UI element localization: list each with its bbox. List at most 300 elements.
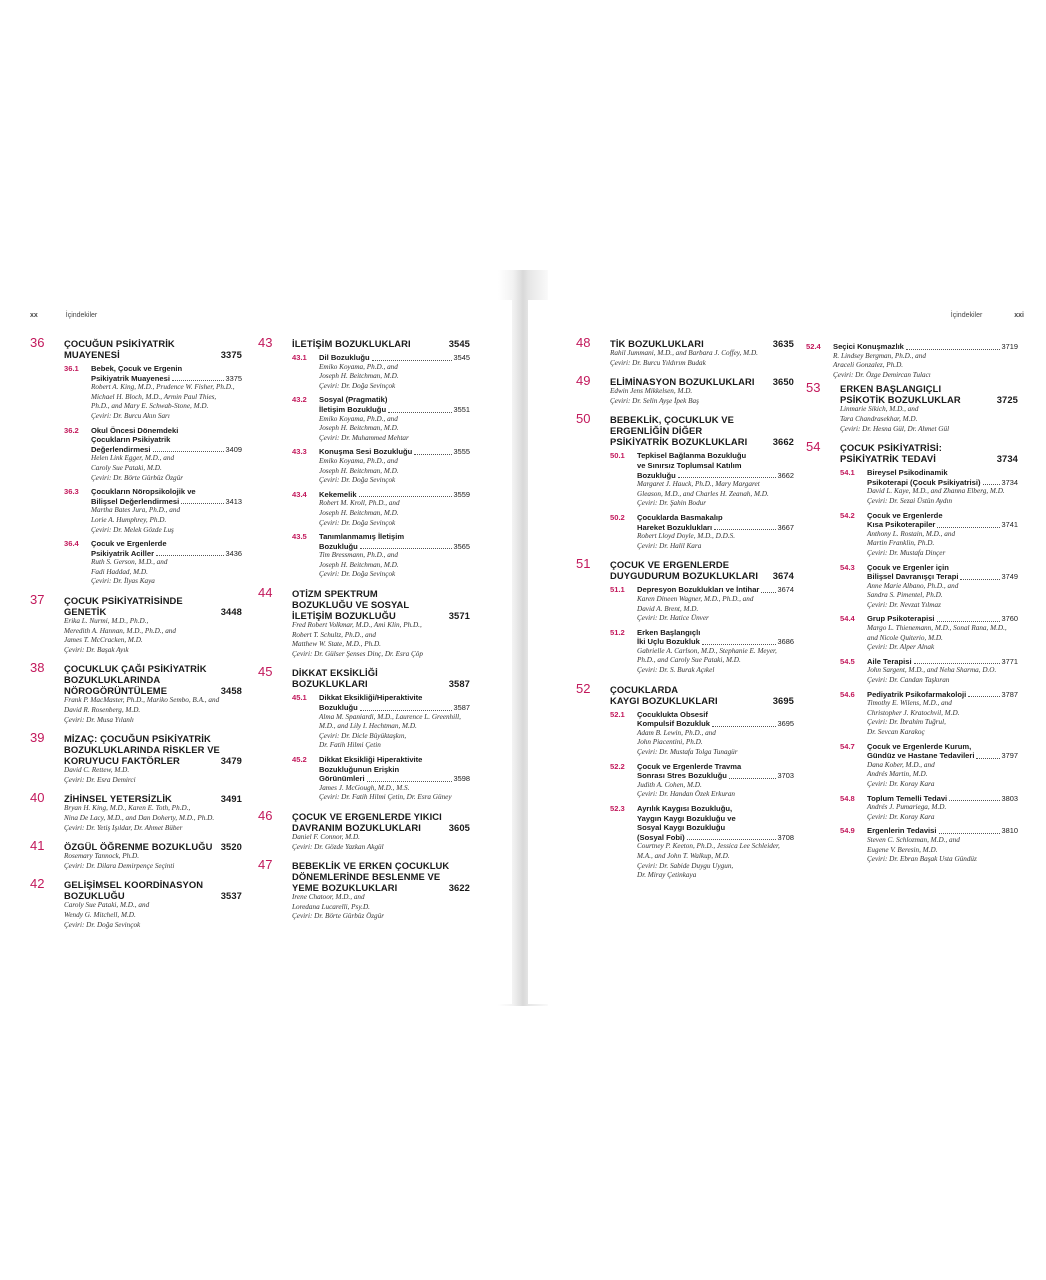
toc-section: [292, 447, 470, 485]
toc-section: [292, 532, 470, 580]
chapter-page: 3537: [220, 890, 242, 902]
dot-leader: [156, 555, 224, 556]
section-title-text: Bozukluğu: [637, 470, 676, 480]
author-line: Joseph H. Beitchman, M.D.: [319, 560, 399, 569]
chapter-title-line: MİZAÇ: ÇOCUĞUN PSİKİYATRİK: [64, 733, 211, 745]
author-line: Robert M. Kroll, Ph.D., and: [319, 499, 400, 508]
chapter-title-line: [840, 453, 1018, 464]
toc-section: [840, 468, 1018, 506]
chapter-number: 45: [258, 664, 273, 680]
section-title-line: Yaygın Kaygı Bozukluğu ve: [637, 813, 736, 823]
section-number: 45.1: [292, 693, 307, 703]
running-head-title-left: İçindekiler: [65, 312, 98, 319]
author-line: David L. Kaye, M.D., and Zhanna Elberg, M.D.: [867, 487, 1005, 496]
section-title-text: Hareket Bozuklukları: [637, 522, 713, 532]
section-number: 54.2: [840, 510, 855, 520]
section-title-line: Çocuk ve Ergenlerde: [867, 510, 943, 520]
section-title-line: Çocuk ve Ergenlerde Kurum,: [867, 741, 972, 751]
author-line: Çeviri: Dr. S. Burak Açıkel: [637, 666, 715, 675]
author-line: Caroly Sue Pataki, M.D.: [91, 463, 162, 472]
author-line: David C. Rettew, M.D.: [64, 766, 130, 775]
section-number: 36.3: [64, 487, 79, 497]
author-line: Çeviri: Dr. Melek Gözde Luş: [91, 525, 174, 534]
author-line: Rahil Jummani, M.D., and Barbara J. Coffey, M.D.: [610, 349, 758, 357]
author-line: Çeviri: Dr. Mustafa Tolga Tunagür: [637, 748, 738, 757]
chapter-number: 43: [258, 335, 273, 350]
section-page: 3375: [225, 373, 242, 383]
page-number-left: xx: [30, 312, 38, 319]
chapter-page: 3448: [220, 606, 242, 618]
author-line: Çeviri: Dr. Alper Alnak: [867, 643, 935, 652]
author-line: Steven C. Schlozman, M.D., and: [867, 835, 960, 844]
chapter-title: [840, 442, 1018, 464]
section-page: 3803: [1001, 793, 1018, 803]
author-line: Andrés Martin, M.D.: [867, 770, 928, 779]
section-number: 54.5: [840, 656, 855, 666]
section-page: 3695: [777, 719, 794, 729]
chapter-number: 38: [30, 660, 45, 676]
chapter-page: 3458: [220, 685, 242, 697]
dot-leader: [937, 527, 999, 528]
section-title-text: İletişim Bozukluğu: [319, 404, 387, 414]
dot-leader: [687, 839, 776, 840]
section-page: 3555: [453, 447, 470, 457]
chapter-title-line: ÇOCUKLARDA: [610, 683, 679, 695]
section-number: 43.5: [292, 532, 307, 542]
toc-chapter: [30, 335, 242, 587]
section-number: 43.1: [292, 353, 307, 362]
author-line: Christopher J. Kratochvil, M.D.: [867, 708, 960, 717]
author-line: Caroly Sue Pataki, M.D., and: [64, 901, 150, 910]
section-title-line: [867, 478, 1018, 488]
section-number: 54.3: [840, 562, 855, 572]
section-title-text: Psikiyatrik Muayenesi: [91, 373, 170, 383]
toc-section: [610, 762, 794, 800]
section-title: [637, 451, 794, 480]
chapter-title: [610, 376, 794, 387]
toc-section: [292, 755, 470, 803]
chapter-title: [292, 667, 470, 689]
author-line: Çeviri: Dr. Muhammed Mehtar: [319, 433, 409, 442]
section-title-line: [833, 342, 1018, 352]
section-title-line: Çocuk ve Ergenlerde Travma: [637, 761, 742, 771]
chapter-number: 51: [576, 556, 591, 572]
section-title-text: Değerlendirmesi: [91, 444, 151, 454]
section-title-line: [319, 774, 470, 784]
toc-section: [840, 794, 1018, 823]
toc-chapter: [258, 857, 470, 922]
section-page: 3565: [453, 541, 470, 551]
chapter-title: [64, 879, 242, 901]
section-title: [867, 563, 1018, 582]
section-title: [637, 804, 794, 842]
chapter-title-line: [610, 695, 794, 706]
toc-chapter: [258, 335, 470, 580]
section-title-text: Pediyatrik Psikofarmakoloji: [867, 689, 967, 699]
author-line: Çeviri: Dr. İbrahim Tuğrul,: [867, 718, 946, 727]
author-line: Çeviri: Dr. Burcu Akın Sarı: [91, 411, 170, 420]
chapter-title-line: BOZUKLUKLARINDA RİSKLER VE: [64, 744, 220, 756]
author-line: Bryan H. King, M.D., Karen E. Toth, Ph.D.,: [64, 804, 191, 813]
dot-leader: [906, 349, 1000, 350]
chapter-title-line: [610, 570, 794, 581]
author-line: John Piacentini, Ph.D.: [637, 738, 703, 747]
section-title-line: Sosyal (Pragmatik): [319, 395, 388, 405]
author-line: James J. McGough, M.D., M.S.: [319, 783, 410, 792]
section-title: [637, 710, 794, 729]
section-title-line: [319, 490, 470, 500]
author-line: Çeviri: Dr. Başak Ayık: [64, 645, 129, 654]
chapter-title-line: [840, 394, 1018, 405]
chapter-page: 3545: [448, 338, 470, 349]
section-title-line: Sosyal Kaygı Bozukluğu: [637, 823, 726, 833]
chapter-title-line: GELİŞİMSEL KOORDİNASYON: [64, 879, 204, 891]
author-line: Çeviri: Dr. Doğa Sevinçok: [319, 570, 396, 579]
chapter-page: 3491: [220, 793, 242, 805]
section-number: 54.4: [840, 614, 855, 624]
chapter-page: 3479: [220, 755, 242, 767]
author-line: Rosemary Tannock, Ph.D.: [64, 852, 139, 861]
section-title: [319, 353, 470, 363]
toc-section: [64, 364, 242, 422]
section-number: 43.3: [292, 447, 307, 457]
dot-leader: [937, 621, 1000, 622]
author-line: Çeviri: Dr. Nevzat Yılmaz: [867, 600, 941, 609]
author-line: John Sargent, M.D., and Neha Sharma, D.O.: [867, 666, 997, 675]
author-line: Çeviri: Dr. Handan Özek Erkuran: [637, 790, 736, 799]
section-title-text: Bozukluğu: [319, 703, 358, 713]
author-line: Frank P. MacMaster, Ph.D., Mariko Sembo, B.A., and: [64, 696, 220, 705]
chapter-title-text: ÇOCUK PSİKİYATRİSİNDE GENETİK: [64, 595, 183, 618]
author-line: Çeviri: Dr. Fatih Hilmi Çetin, Dr. Esra Güney: [319, 793, 452, 802]
section-title-text: Psikiyatrik Aciller: [91, 548, 155, 558]
author-line: Matthew W. State, M.D., Ph.D.: [292, 640, 381, 649]
section-number: 36.2: [64, 425, 79, 435]
author-line: Gleason, M.D., and Charles H. Zeanah, M.D.: [637, 489, 769, 498]
toc-section: [840, 563, 1018, 611]
author-line: Sandra S. Pimentel, Ph.D.: [867, 591, 943, 600]
section-page: 3436: [225, 548, 242, 558]
section-page: 3413: [225, 496, 242, 506]
section-page: 3686: [777, 637, 794, 647]
chapter-title-line: ERKEN BAŞLANGIÇLI: [840, 383, 942, 395]
dot-leader: [949, 800, 999, 801]
chapter-title-line: ÇOCUKLUK ÇAĞI PSİKİYATRİK: [64, 663, 207, 675]
section-title-line: [867, 614, 1018, 624]
section-number: 45.2: [292, 755, 307, 764]
section-page: 3741: [1001, 520, 1018, 530]
toc-section: [806, 342, 1018, 380]
section-title: [319, 395, 470, 414]
section-number: 50.1: [610, 451, 625, 461]
running-head-right: [951, 312, 1024, 319]
author-line: Adam B. Lewin, Ph.D., and: [637, 728, 716, 737]
author-line: Martha Bates Jura, Ph.D., and: [91, 506, 181, 515]
toc-column-left-2: [258, 335, 470, 930]
author-line: David R. Rosenberg, M.D.: [64, 706, 141, 715]
author-line: Çeviri: Dr. Sabide Duygu Uygun,: [637, 861, 734, 870]
author-line: Eugene V. Beresin, M.D.: [867, 845, 938, 854]
section-title-line: [637, 771, 794, 781]
chapter-title: [292, 860, 470, 893]
chapter-title-line: [610, 338, 794, 349]
toc-section: [64, 487, 242, 535]
section-title-line: Dikkat Eksikliği/Hiperaktivite: [319, 693, 423, 703]
section-title-line: Bozukluğunun Erişkin: [319, 764, 400, 774]
section-title-line: [319, 447, 470, 457]
section-page: 3667: [777, 522, 794, 532]
section-title-line: Dikkat Eksikliği Hiperaktivite: [319, 755, 423, 764]
chapter-number: 48: [576, 335, 591, 350]
author-line: David A. Brent, M.D.: [637, 604, 699, 613]
author-line: Ruth S. Gerson, M.D., and: [91, 558, 168, 567]
section-title-text: Toplum Temelli Tedavi: [867, 793, 948, 803]
section-title-line: [867, 520, 1018, 530]
section-title-line: Çocukların Psikiyatrik: [91, 435, 171, 445]
chapter-page: 3571: [448, 610, 470, 622]
section-number: 52.4: [806, 342, 821, 351]
author-line: Çeviri: Dr. Hesna Gül, Dr. Ahmet Gül: [840, 424, 950, 433]
toc-section: [840, 742, 1018, 790]
dot-leader: [968, 696, 999, 697]
chapter-title: [610, 338, 794, 349]
section-title: [867, 690, 1018, 700]
chapter-title-text: İLETİŞİM BOZUKLUKLARI: [292, 338, 411, 349]
author-line: Dr. Miray Çetinkaya: [637, 871, 697, 880]
author-line: Çeviri: Dr. Musa Yılanlı: [64, 715, 134, 724]
chapter-title: [292, 588, 470, 621]
author-line: Tara Chandrasekhar, M.D.: [840, 414, 918, 423]
author-line: Judith A. Cohen, M.D.: [637, 780, 702, 789]
section-page: 3734: [1001, 477, 1018, 487]
toc-chapter: [30, 790, 242, 833]
section-title: [867, 826, 1018, 836]
author-line: Margo L. Thienemann, M.D., Sonal Rana, M.D.,: [867, 624, 1007, 633]
section-title-line: [319, 405, 470, 415]
chapter-page: 3635: [772, 338, 794, 349]
toc-section: [610, 585, 794, 623]
chapter-page: 3725: [996, 394, 1018, 406]
author-line: Gabrielle A. Carlson, M.D., Stephanie E. Meyer,: [637, 646, 777, 655]
author-line: Joseph H. Beitchman, M.D.: [319, 372, 399, 381]
author-line: Çeviri: Dr. Halil Kara: [637, 541, 702, 550]
section-title-text: Ergenlerin Tedavisi: [867, 826, 937, 836]
author-line: Erika L. Nurmi, M.D., Ph.D.,: [64, 617, 149, 626]
author-line: Çeviri: Dr. Gözde Yazkan Akgül: [292, 842, 384, 851]
author-line: Çeviri: Dr. Sezai Üstün Aydın: [867, 496, 953, 505]
section-title-text: (Sosyal Fobi): [637, 832, 685, 842]
author-line: Araceli Gonzalez, Ph.D.: [833, 361, 904, 370]
author-line: Anthony L. Rostain, M.D., and: [867, 529, 956, 538]
chapter-title-text: DAVRANIM BOZUKLUKLARI: [292, 821, 421, 833]
section-page: 3598: [453, 774, 470, 784]
section-title-line: [867, 794, 1018, 804]
dot-leader: [678, 477, 776, 478]
author-line: Loredana Lucarelli, Psy.D.: [292, 902, 370, 911]
section-title: [637, 585, 794, 595]
toc-column-right-2: [806, 338, 1018, 873]
author-line: Helen Link Egger, M.D., and: [91, 454, 175, 463]
section-title-line: Bireysel Psikodinamik: [867, 468, 948, 478]
toc-chapter: [258, 585, 470, 659]
author-line: Çeviri: Dr. Gülser Şenses Dinç, Dr. Esra Çöp: [292, 649, 423, 658]
chapter-title: [64, 595, 242, 617]
section-page: 3409: [225, 444, 242, 454]
chapter-title: [610, 559, 794, 581]
section-title-text: Bilişsel Davranışçı Terapi: [867, 572, 959, 582]
chapter-title-line: [64, 793, 242, 804]
chapter-title-text: DUYGUDURUM BOZUKLUKLARI: [610, 570, 759, 582]
chapter-title-line: BOZUKLUKLARINDA: [64, 674, 161, 686]
author-line: Robert T. Schultz, Ph.D., and: [292, 630, 376, 639]
section-title-line: [867, 751, 1018, 761]
author-line: Meredith A. Hannan, M.D., Ph.D., and: [64, 626, 176, 635]
section-number: 36.1: [64, 364, 79, 373]
dot-leader: [359, 496, 452, 497]
section-title-line: Tanımlanmamış İletişim: [319, 532, 405, 542]
section-title: [637, 628, 794, 647]
author-line: Alma M. Spaniardi, M.D., Laurence L. Greenhill,: [319, 712, 461, 721]
section-page: 3787: [1001, 689, 1018, 699]
chapter-title-text: MUAYENESİ: [64, 349, 120, 360]
section-title-text: Depresyon Bozuklukları ve İntihar: [637, 585, 760, 595]
section-title-line: [319, 703, 470, 713]
author-line: Emiko Koyama, Ph.D., and: [319, 362, 398, 371]
author-line: Çeviri: Dr. Şahin Bodur: [637, 499, 707, 508]
section-title: [91, 426, 242, 455]
toc-section: [292, 693, 470, 751]
section-title-line: [91, 374, 242, 384]
section-number: 51.1: [610, 585, 625, 595]
chapter-title: [292, 338, 470, 349]
left-page: [20, 300, 512, 1004]
author-line: Wendy G. Mitchell, M.D.: [64, 910, 136, 919]
section-title-text: Seçici Konuşmazlık: [833, 342, 904, 351]
toc-chapter: [576, 411, 794, 551]
toc-chapter: [576, 556, 794, 675]
author-line: Çeviri: Dr. Koray Kara: [867, 812, 935, 821]
chapter-title: [292, 811, 470, 833]
section-page: 3587: [453, 703, 470, 713]
dot-leader: [714, 529, 775, 530]
chapter-title-text: PSİKOTİK BOZUKLUKLAR: [840, 394, 961, 406]
dot-leader: [712, 726, 776, 727]
toc-section: [610, 804, 794, 881]
toc-section: [292, 353, 470, 391]
author-line: Çeviri: Dr. Ebran Başak Usta Gündüz: [867, 855, 977, 864]
dot-leader: [360, 548, 452, 549]
chapter-title-text: PSİKİYATRİK BOZUKLUKLARI: [610, 436, 748, 448]
toc-section: [840, 826, 1018, 864]
chapter-title-line: ÇOCUK VE ERGENLERDE: [610, 559, 730, 571]
toc-chapter: [30, 876, 242, 930]
section-title-line: [637, 833, 794, 843]
chapter-title-text: ZİHİNSEL YETERSİZLİK: [64, 793, 172, 805]
toc-section: [840, 690, 1018, 738]
page-number-right: xxi: [1014, 312, 1024, 319]
author-line: Andrés J. Pumariega, M.D.: [867, 803, 947, 812]
author-line: Çeviri: Dr. Doğa Sevinçok: [319, 381, 396, 390]
section-title-line: Çocuklukta Obsesif: [637, 709, 708, 719]
chapter-title: [64, 793, 242, 804]
toc-section: [64, 426, 242, 484]
chapter-page: 3695: [772, 694, 794, 706]
dot-leader: [153, 451, 224, 452]
section-title-text: Psikoterapi (Çocuk Psikiyatrisi): [867, 477, 981, 487]
dot-leader: [976, 758, 999, 759]
chapter-page: 3622: [448, 882, 470, 894]
author-line: Margaret J. Hauck, Ph.D., Mary Margaret: [637, 480, 760, 489]
section-title-line: [637, 637, 794, 647]
chapter-title-line: [64, 349, 242, 360]
section-title-line: Çocuk ve Ergenler için: [867, 562, 949, 572]
section-title-line: [867, 572, 1018, 582]
section-title-text: Kısa Psikoterapiler: [867, 520, 936, 530]
chapter-title-text: KORUYUCU FAKTÖRLER: [64, 755, 180, 767]
chapter-title-text: DİKKAT EKSİKLİĞİ BOZUKLUKLARI: [292, 667, 378, 690]
author-line: Çeviri: Dr. Doğa Sevinçok: [319, 518, 396, 527]
author-line: Edwin Jens Mikkelsen, M.D.: [610, 387, 693, 396]
dot-leader: [761, 592, 775, 593]
author-line: Çeviri: Dr. İlyas Kaya: [91, 577, 155, 586]
section-page: 3810: [1001, 826, 1018, 836]
toc-chapter: [30, 592, 242, 655]
section-page: 3749: [1001, 572, 1018, 582]
chapter-number: 44: [258, 585, 273, 601]
dot-leader: [914, 663, 1000, 664]
section-number: 43.2: [292, 395, 307, 405]
author-line: Lorie A. Humphrey, Ph.D.: [91, 515, 167, 524]
author-line: Anne Marie Albano, Ph.D., and: [867, 581, 959, 590]
author-line: Linmarie Sikich, M.D., and: [840, 405, 919, 414]
chapter-title: [610, 684, 794, 706]
chapter-page: 3734: [996, 453, 1018, 465]
section-number: 51.2: [610, 627, 625, 637]
author-line: Fred Robert Volkmar, M.D., Ami Klin, Ph.D.,: [292, 621, 422, 630]
author-line: M.A., and John T. Walkup, M.D.: [637, 851, 730, 860]
chapter-title-line: OTİZM SPEKTRUM: [292, 588, 378, 600]
section-page: 3797: [1001, 751, 1018, 761]
section-title: [319, 755, 470, 784]
section-title-text: Bilişsel Değerlendirmesi: [91, 496, 180, 506]
chapter-title-line: [292, 338, 470, 349]
running-head-left: [30, 312, 97, 319]
section-number: 50.2: [610, 512, 625, 522]
section-title-line: [637, 471, 794, 481]
author-line: Irene Chatoor, M.D., and: [292, 893, 365, 902]
chapter-title-line: [292, 882, 470, 893]
author-line: Joseph H. Beitchman, M.D.: [319, 466, 399, 475]
chapter-title: [610, 414, 794, 447]
section-title-line: [867, 657, 1018, 667]
toc-chapter: [806, 439, 1018, 865]
section-title: [833, 342, 1018, 352]
author-line: Çeviri: Dr. Mustafa Dinçer: [867, 548, 946, 557]
chapter-page: 3674: [772, 570, 794, 582]
section-title: [319, 532, 470, 551]
chapter-title-line: [64, 595, 242, 617]
chapter-number: 40: [30, 790, 45, 806]
toc-section: [610, 513, 794, 551]
author-line: Karen Dineen Wagner, M.D., Ph.D., and: [637, 594, 754, 603]
toc-column-left-1: [30, 335, 242, 938]
section-number: 54.9: [840, 826, 855, 836]
section-title-text: Gündüz ve Hastane Tedavileri: [867, 751, 975, 761]
section-number: 52.1: [610, 709, 625, 719]
section-title-text: Konuşma Sesi Bozukluğu: [319, 447, 413, 457]
chapter-title: [64, 841, 242, 852]
section-title-line: Erken Başlangıçlı: [637, 627, 701, 637]
